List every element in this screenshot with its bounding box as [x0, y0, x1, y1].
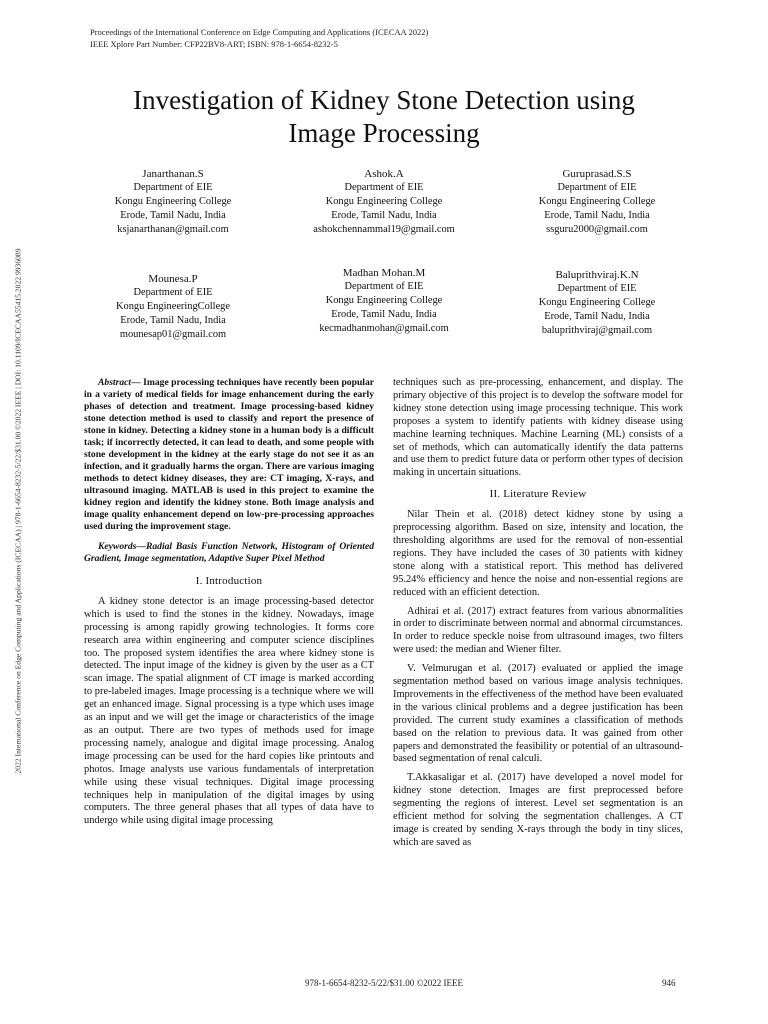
literature-paragraph: Nilar Thein et al. (2018) detect kidney stone by using a preprocessing algorithm. Based on size, intensity and location, the thresholding algorithms are used for the removal of non-essential regions. They have included the cases of 30 patients with kidney stone along with a statistical report. This method has delivered 95.24% efficiency and hence the noise and non-essential regions are reduced with an efficient detection. — [393, 509, 683, 598]
literature-paragraph: Adhirai et al. (2017) extract features from various abnormalities in order to discriminate between normal and abnormal circumstances. In order to reduce speckle noise from ultrasound images, two filters were used: the median and Wiener filter. — [393, 605, 683, 656]
author-college: Kongu Engineering College — [114, 196, 232, 207]
literature-paragraph: T.Akkasaligar et al. (2017) have developed a novel model for kidney stone detection. Images are first preprocessed before segmenting the regions of interest. Level set segmentation is an efficient method for solving the segmentation challenges. A CT image is created by sending X-rays through the body in tiny slices, which are saved as — [393, 772, 683, 848]
author-dept: Department of EIE — [557, 283, 637, 294]
left-column — [84, 377, 374, 834]
author-email: ashokchennammal19@gmail.com — [313, 224, 455, 235]
author-name: Janarthanan.S — [142, 168, 204, 180]
keywords: Keywords—Radial Basis Function Network, Histogram of Oriented Gradient, Image segmentation, Adaptive Super Pixel Method — [84, 541, 374, 564]
author-block — [492, 167, 702, 237]
section-heading-literature-review: II. Literature Review — [489, 488, 587, 501]
author-email: mounesap01@gmail.com — [119, 329, 227, 340]
author-block — [492, 268, 702, 338]
author-city: Erode, Tamil Nadu, India — [120, 315, 226, 326]
author-block — [68, 167, 278, 237]
author-city: Erode, Tamil Nadu, India — [544, 311, 650, 322]
author-name: Mounesa.P — [148, 273, 198, 285]
author-block — [279, 167, 489, 237]
footer-copyright: 978-1-6654-8232-5/22/$31.00 ©2022 IEEE — [304, 978, 464, 988]
author-dept: Department of EIE — [557, 182, 637, 193]
header-line-2: IEEE Xplore Part Number: CFP22BV8-ART; ISBN: 978-1-6654-8232-5 — [90, 39, 338, 49]
author-email: ssguru2000@gmail.com — [546, 224, 648, 235]
doi-sidebar — [10, 155, 26, 867]
author-college: Kongu Engineering College — [325, 196, 443, 207]
section-heading-introduction: I. Introduction — [195, 575, 263, 587]
conference-header — [90, 26, 428, 50]
doi-sidebar-text: 2022 International Conference on Edge Computing and Applications (ICECAA) | 978-1-6654-8232-5/22/$31.00 ©2022 IEEE | DOI: 10.1109/ICECAA55415.2022.9936089 — [13, 248, 23, 774]
author-email: kecmadhanmohan@gmail.com — [319, 323, 449, 334]
intro-paragraph: A kidney stone detector is an image processing-based detector which is used to find the stones in the kidney. Nowadays, image processing is among rapidly growing technologies. It forms core research area within engineering and computer science disciplines too. The proposed system identifies the area where kidney stone is detected. The input image of the kidney is given by the user as a CT scan image. The spatial alignment of CT image is marked according to pre-labeled images. Image processing is a technique where we will get an enhanced image. Signal processing is a type which uses image as an input and we will get the image or characteristics of the image as an output. There are two types of methods used for image processing namely, analogue and digital image processing. Analog image processing can be used for the hard copies like printouts and photos. Image analysts use various fundamentals of interpretation while using these visual techniques. Digital image processing techniques help in manipulation of the digital images by using computers. The three general phases that all types of data have to undergo while using digital image processing — [84, 595, 374, 827]
author-city: Erode, Tamil Nadu, India — [331, 210, 437, 221]
author-name: Madhan Mohan.M — [342, 267, 426, 279]
author-dept: Department of EIE — [344, 281, 424, 292]
title-line-1: Investigation of Kidney Stone Detection using — [133, 85, 635, 115]
author-dept: Department of EIE — [344, 182, 424, 193]
author-college: Kongu Engineering College — [538, 196, 656, 207]
page-number: 946 — [662, 978, 676, 988]
author-college: Kongu Engineering College — [325, 295, 443, 306]
author-name: Guruprasad.S.S — [562, 168, 632, 180]
author-block — [68, 272, 278, 342]
author-dept: Department of EIE — [133, 182, 213, 193]
author-email: baluprithviraj@gmail.com — [541, 325, 653, 336]
author-city: Erode, Tamil Nadu, India — [120, 210, 226, 221]
right-column — [393, 377, 683, 856]
author-dept: Department of EIE — [133, 287, 213, 298]
author-college: Kongu Engineering College — [538, 297, 656, 308]
author-name: Ashok.A — [364, 168, 404, 180]
abstract-label: Abstract — [98, 377, 132, 388]
literature-paragraph: V. Velmurugan et al. (2017) evaluated or applied the image segmentation method based on various image analysis techniques. Improvements in the effectiveness of the method have been evaluated in the various clinical problems and a degree justification has been provided. The current study examines a classification of methods based on the relation to previous data. It was gained from other papers and demonstrated the feasibility or potential of an ultrasound-based segmentation of renal calculi. — [393, 663, 683, 765]
title-line-2: Image Processing — [288, 118, 480, 148]
paper-title — [84, 84, 684, 150]
author-block — [279, 266, 489, 336]
abstract-text: — Image processing techniques have recently been popular in a variety of medical fields for image enhancement during the early phases of detection and treatment. Image processing-based kidney stone detection method is used to classify and report the presence of stone in kidney. Detecting a kidney stone in a human body is a difficult task; if incorrectly detected, it can lead to death, and some people with stone development in the kidney at the early stage do not see it as an infection, and it gradually harms the organ. There are various imaging methods to detect kidney diseases, they are: CT imaging, X-rays, and ultrasound imaging. MATLAB is used in this project to examine the kidney region and identify the kidney stone. Both image analysis and image quality enhancement depend on low-pre-processing approaches used during the improvement stage. — [84, 377, 374, 532]
author-email: ksjanarthanan@gmail.com — [117, 224, 229, 235]
author-college: Kongu EngineeringCollege — [116, 301, 230, 312]
continued-paragraph: techniques such as pre-processing, enhancement, and display. The primary objective of this project is to develop the software model for kidney stone detection using image processing technique. This work proposes a system to identify patients with kidney disease using machine learning techniques. Machine Learning (ML) consists of a set of methods, which can automatically identify the data patterns and use them to predict future data or perform other types of decision making in uncertain situations. — [393, 377, 683, 479]
header-line-1: Proceedings of the International Conference on Edge Computing and Applications (ICECAA 2022) — [90, 27, 429, 37]
author-city: Erode, Tamil Nadu, India — [544, 210, 650, 221]
author-city: Erode, Tamil Nadu, India — [331, 309, 437, 320]
abstract — [84, 377, 374, 533]
author-name: Baluprithviraj.K.N — [555, 269, 639, 281]
